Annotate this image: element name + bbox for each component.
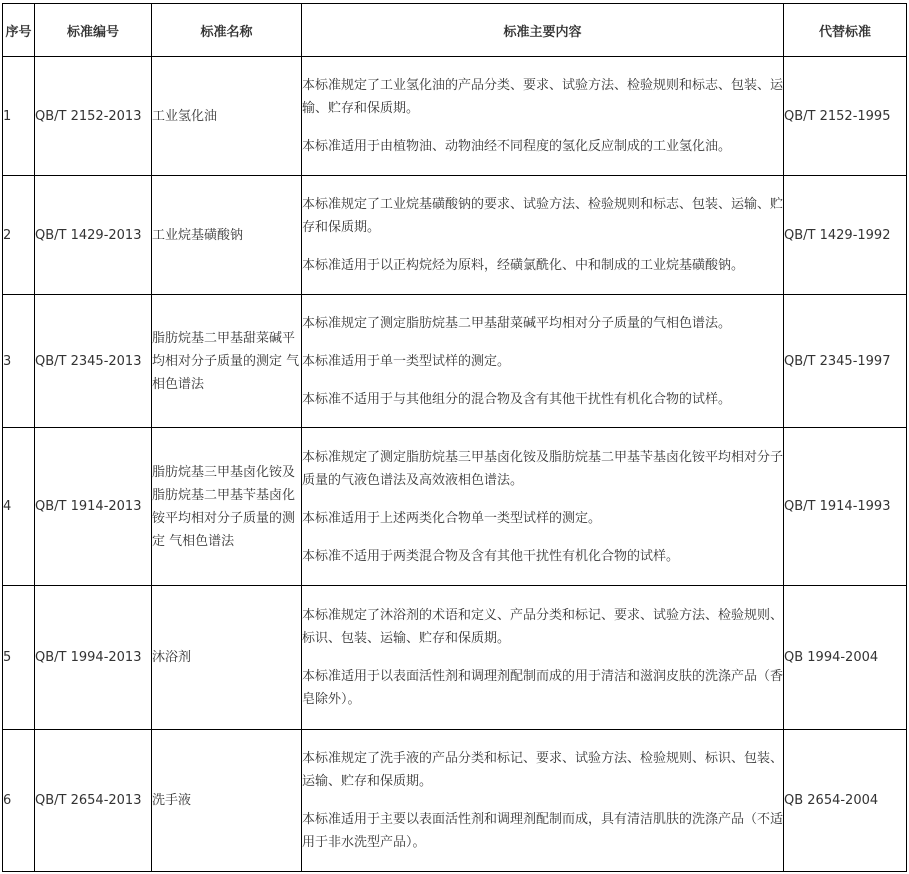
cell-replaced: QB/T 2152-1995 xyxy=(784,57,907,176)
cell-replaced: QB 2654-2004 xyxy=(784,730,907,872)
header-code: 标准编号 xyxy=(35,4,152,57)
content-paragraph: 本标准不适用于与其他组分的混合物及含有其他干扰性有机化合物的试样。 xyxy=(302,391,732,407)
table-row xyxy=(3,176,907,295)
cell-replaced: QB/T 2345-1997 xyxy=(784,295,907,428)
header-num: 序号 xyxy=(3,4,35,57)
cell-code: QB/T 2152-2013 xyxy=(35,57,152,176)
header-row xyxy=(3,4,907,57)
cell-code: QB/T 2345-2013 xyxy=(35,295,152,428)
header-replaced: 代替标准 xyxy=(784,4,907,57)
content-paragraph: 本标准适用于由植物油、动物油经不同程度的氢化反应制成的工业氢化油。 xyxy=(302,139,732,154)
header-content: 标准主要内容 xyxy=(302,4,784,57)
cell-content xyxy=(302,428,784,586)
cell-name: 脂肪烷基二甲基甜菜碱平均相对分子质量的测定 气相色谱法 xyxy=(152,295,302,428)
cell-content xyxy=(302,176,784,295)
cell-name: 工业烷基磺酸钠 xyxy=(152,176,302,295)
cell-name: 工业氢化油 xyxy=(152,57,302,176)
content-paragraph: 本标准不适用于两类混合物及含有其他干扰性有机化合物的试样。 xyxy=(302,548,680,564)
cell-name: 沐浴剂 xyxy=(152,586,302,730)
cell-content xyxy=(302,586,784,730)
table-row xyxy=(3,57,907,176)
cell-code: QB/T 2654-2013 xyxy=(35,730,152,872)
cell-num: 4 xyxy=(3,428,35,586)
cell-content xyxy=(302,730,784,872)
content-paragraph: 本标准规定了工业氢化油的产品分类、要求、试验方法、检验规则和标志、包装、运输、贮存和保质期。 xyxy=(302,78,784,116)
cell-replaced: QB/T 1914-1993 xyxy=(784,428,907,586)
cell-code: QB/T 1429-2013 xyxy=(35,176,152,295)
cell-replaced: QB/T 1429-1992 xyxy=(784,176,907,295)
table-row xyxy=(3,586,907,730)
content-paragraph: 本标准规定了测定脂肪烷基二甲基甜菜碱平均相对分子质量的气相色谱法。 xyxy=(302,315,732,331)
content-paragraph: 本标准规定了沐浴剂的术语和定义、产品分类和标记、要求、试验方法、检验规则、标识、包装、运输、贮存和保质期。 xyxy=(302,608,784,646)
content-paragraph: 本标准适用于以正构烷烃为原料，经磺氯酰化、中和制成的工业烷基磺酸钠。 xyxy=(302,258,745,273)
standards-table xyxy=(2,3,907,872)
cell-name: 洗手液 xyxy=(152,730,302,872)
cell-name: 脂肪烷基三甲基卤化铵及脂肪烷基二甲基苄基卤化铵平均相对分子质量的测定 气相色谱法 xyxy=(152,428,302,586)
content-paragraph: 本标准规定了洗手液的产品分类和标记、要求、试验方法、检验规则、标识、包装、运输、贮存和保质期。 xyxy=(302,751,784,789)
cell-num: 3 xyxy=(3,295,35,428)
content-paragraph: 本标准适用于主要以表面活性剂和调理剂配制而成，具有清洁肌肤的洗涤产品（不适用于非水洗型产品）。 xyxy=(302,812,784,850)
content-paragraph: 本标准规定了测定脂肪烷基三甲基卤化铵及脂肪烷基二甲基苄基卤化铵平均相对分子质量的气液色谱法及高效液相色谱法。 xyxy=(302,449,784,488)
cell-content xyxy=(302,57,784,176)
cell-replaced: QB 1994-2004 xyxy=(784,586,907,730)
cell-num: 6 xyxy=(3,730,35,872)
header-name: 标准名称 xyxy=(152,4,302,57)
table-row xyxy=(3,428,907,586)
cell-content xyxy=(302,295,784,428)
content-paragraph: 本标准规定了工业烷基磺酸钠的要求、试验方法、检验规则和标志、包装、运输、贮存和保质期。 xyxy=(302,197,784,235)
cell-num: 5 xyxy=(3,586,35,730)
table-row xyxy=(3,730,907,872)
content-paragraph: 本标准适用于单一类型试样的测定。 xyxy=(302,353,511,369)
cell-num: 2 xyxy=(3,176,35,295)
cell-code: QB/T 1914-2013 xyxy=(35,428,152,586)
table-row xyxy=(3,295,907,428)
content-paragraph: 本标准适用于上述两类化合物单一类型试样的测定。 xyxy=(302,510,602,526)
cell-num: 1 xyxy=(3,57,35,176)
content-paragraph: 本标准适用于以表面活性剂和调理剂配制而成的用于清洁和滋润皮肤的洗涤产品（香皂除外）。 xyxy=(302,669,784,707)
cell-code: QB/T 1994-2013 xyxy=(35,586,152,730)
